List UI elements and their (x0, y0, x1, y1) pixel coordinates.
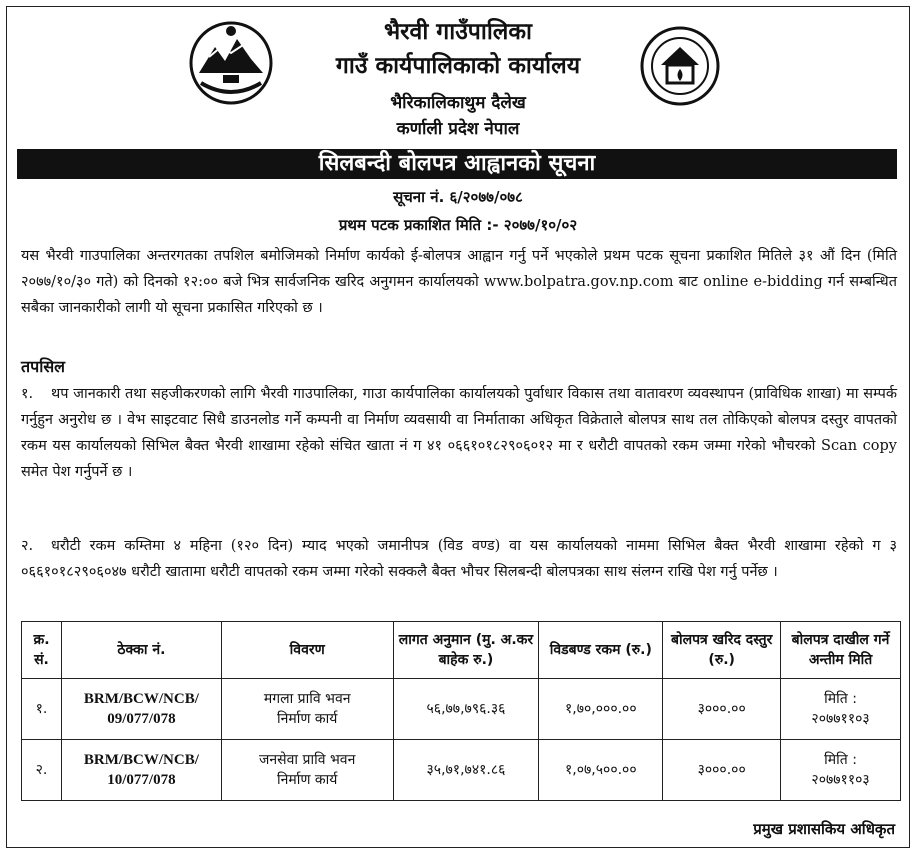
description-line1: मगला प्रावि भवन (263, 691, 351, 707)
office-province: कर्णाली प्रदेश नेपाल (396, 119, 520, 139)
cell-bid-bond: १,७०,०००.०० (539, 679, 663, 740)
tender-table (21, 621, 901, 801)
office-address: भैरिकालिकाथुम दैलेख (390, 93, 526, 113)
contract-code-part1: BRM/BCW/NCB/ (83, 691, 199, 707)
table-header-row (22, 622, 901, 679)
cell-purchase-fee: ३०००.०० (663, 740, 781, 801)
municipality-name: भैरवी गाउँपालिका (383, 19, 533, 45)
deadline-date: २०७७११०३ (811, 772, 870, 788)
intro-paragraph: यस भैरवी गाउपालिका अन्तरगतका तपशिल बमोजिमको निर्माण कार्यको ई-बोलपत्र आह्वान गर्नु पर्ने भएकोले प्रथम पटक सूचना प्रकाशित मितिले ३१ औं दिन (मिति २०७७/१०/३० गते) को दिनको १२:०० बजे भित्र सार्वजनिक खरिद अनुगमन कार्यालयको www.bolpatra.gov.np.com बाट online e-bidding गर्न सम्बन्धित सबैका जानकारीको लागी यो सूचना प्रकासित गरिएको छ । (21, 248, 897, 316)
office-name: गाउँ कार्यपालिकाको कार्यालय (335, 53, 581, 79)
contract-code-part2: 09/077/078 (107, 711, 176, 727)
cell-deadline (781, 679, 901, 740)
paragraph-text: धरौटी रकम कम्तिमा ४ महिना (१२० दिन) म्याद भएको जमानीपत्र (विड वण्ड) वा यस कार्यालयको नाममा सिभिल बैक्त भैरवी शाखामा रहेको ग ३ ०६६१०१८२९०६०४७ धरौटी खातामा धरौटी वापतको रकम जम्मा गरेको सक्कलै बैक्त भौचर सिलबन्दी बोलपत्रका साथ संलग्न राखि पेश गर्नु पर्नेछ । (21, 538, 897, 580)
header-description: विवरण (221, 622, 393, 679)
cell-cost-estimate: ५६,७७,७९६.३६ (393, 679, 539, 740)
table-row (22, 679, 901, 740)
notice-title-banner: सिलबन्दी बोलपत्र आह्वानको सूचना (17, 149, 897, 179)
header-serial: क्र. सं. (22, 622, 62, 679)
cell-deadline (781, 740, 901, 801)
cell-description (221, 740, 393, 801)
header-purchase-fee: बोलपत्र खरिद दस्तुर (रु.) (663, 622, 781, 679)
cell-cost-estimate: ३५,७१,७४१.८६ (393, 740, 539, 801)
cell-description (221, 679, 393, 740)
detail-paragraph-1 (21, 381, 897, 485)
cell-serial: २. (22, 740, 62, 801)
notice-header (7, 7, 909, 149)
municipality-seal-icon (639, 25, 721, 107)
header-bid-bond: विडबण्ड रकम (रु.) (539, 622, 663, 679)
deadline-date: २०७७११०३ (811, 711, 870, 727)
paragraph-text: थप जानकारी तथा सहजीकरणको लागि भैरवी गाउपालिका, गाउा कार्यपालिका कार्यालयको पुर्वाधार विकास तथा वातावरण व्यवस्थापन (प्राविधिक शाखा) मा सम्पर्क गर्नुहुन अनुरोध छ । वेभ साइटवाट सिधै डाउनलोड गर्ने कम्पनी वा निर्माण व्यवसायी वा निर्माताका अधिकृत विक्रेताले बोलपत्र साथ तल तोकिएको बोलपत्र दस्तुर वापतको रकम यस कार्यालयको सिभिल बैक्त भैरवी शाखामा रहेको संचित खाता नं ग ४१ ०६६१०१८२९०६०१२ मा र धरौटी वापतको रकम जम्मा गरेको भौचरको Scan copy समेत पेश गर्नुपर्ने छ । (21, 386, 897, 480)
contract-code-part2: 10/077/078 (107, 772, 176, 788)
cell-serial: १. (22, 679, 62, 740)
paragraph-number: १. (21, 386, 34, 402)
cell-purchase-fee: ३०००.०० (663, 679, 781, 740)
detail-paragraph-2 (21, 533, 897, 585)
table-row (22, 740, 901, 801)
paragraph-number: २. (21, 538, 34, 554)
cell-contract-no (61, 679, 221, 740)
deadline-label: मिति : (824, 752, 857, 768)
notice-number: सूचना नं. ६/२०७७/०७८ (393, 188, 523, 206)
signatory-title: प्रमुख प्रशासकिय अधिकृत (753, 820, 895, 838)
header-cost-estimate: लागत अनुमान (मु. अ.कर बाहेक रु.) (393, 622, 539, 679)
header-deadline: बोलपत्र दाखील गर्ने अन्तीम मिति (781, 622, 901, 679)
contract-code-part1: BRM/BCW/NCB/ (83, 752, 199, 768)
description-line1: जनसेवा प्रावि भवन (259, 752, 356, 768)
details-heading: तपसिल (21, 357, 66, 376)
description-line2: निर्माण कार्य (276, 772, 338, 788)
publish-date: प्रथम पटक प्रकाशित मिति :- २०७७/१०/०२ (338, 216, 578, 234)
notice-page (6, 6, 910, 848)
cell-bid-bond: १,०७,५००.०० (539, 740, 663, 801)
cell-contract-no (61, 740, 221, 801)
header-contract-no: ठेक्का नं. (61, 622, 221, 679)
description-line2: निर्माण कार्य (276, 711, 338, 727)
deadline-label: मिति : (824, 691, 857, 707)
